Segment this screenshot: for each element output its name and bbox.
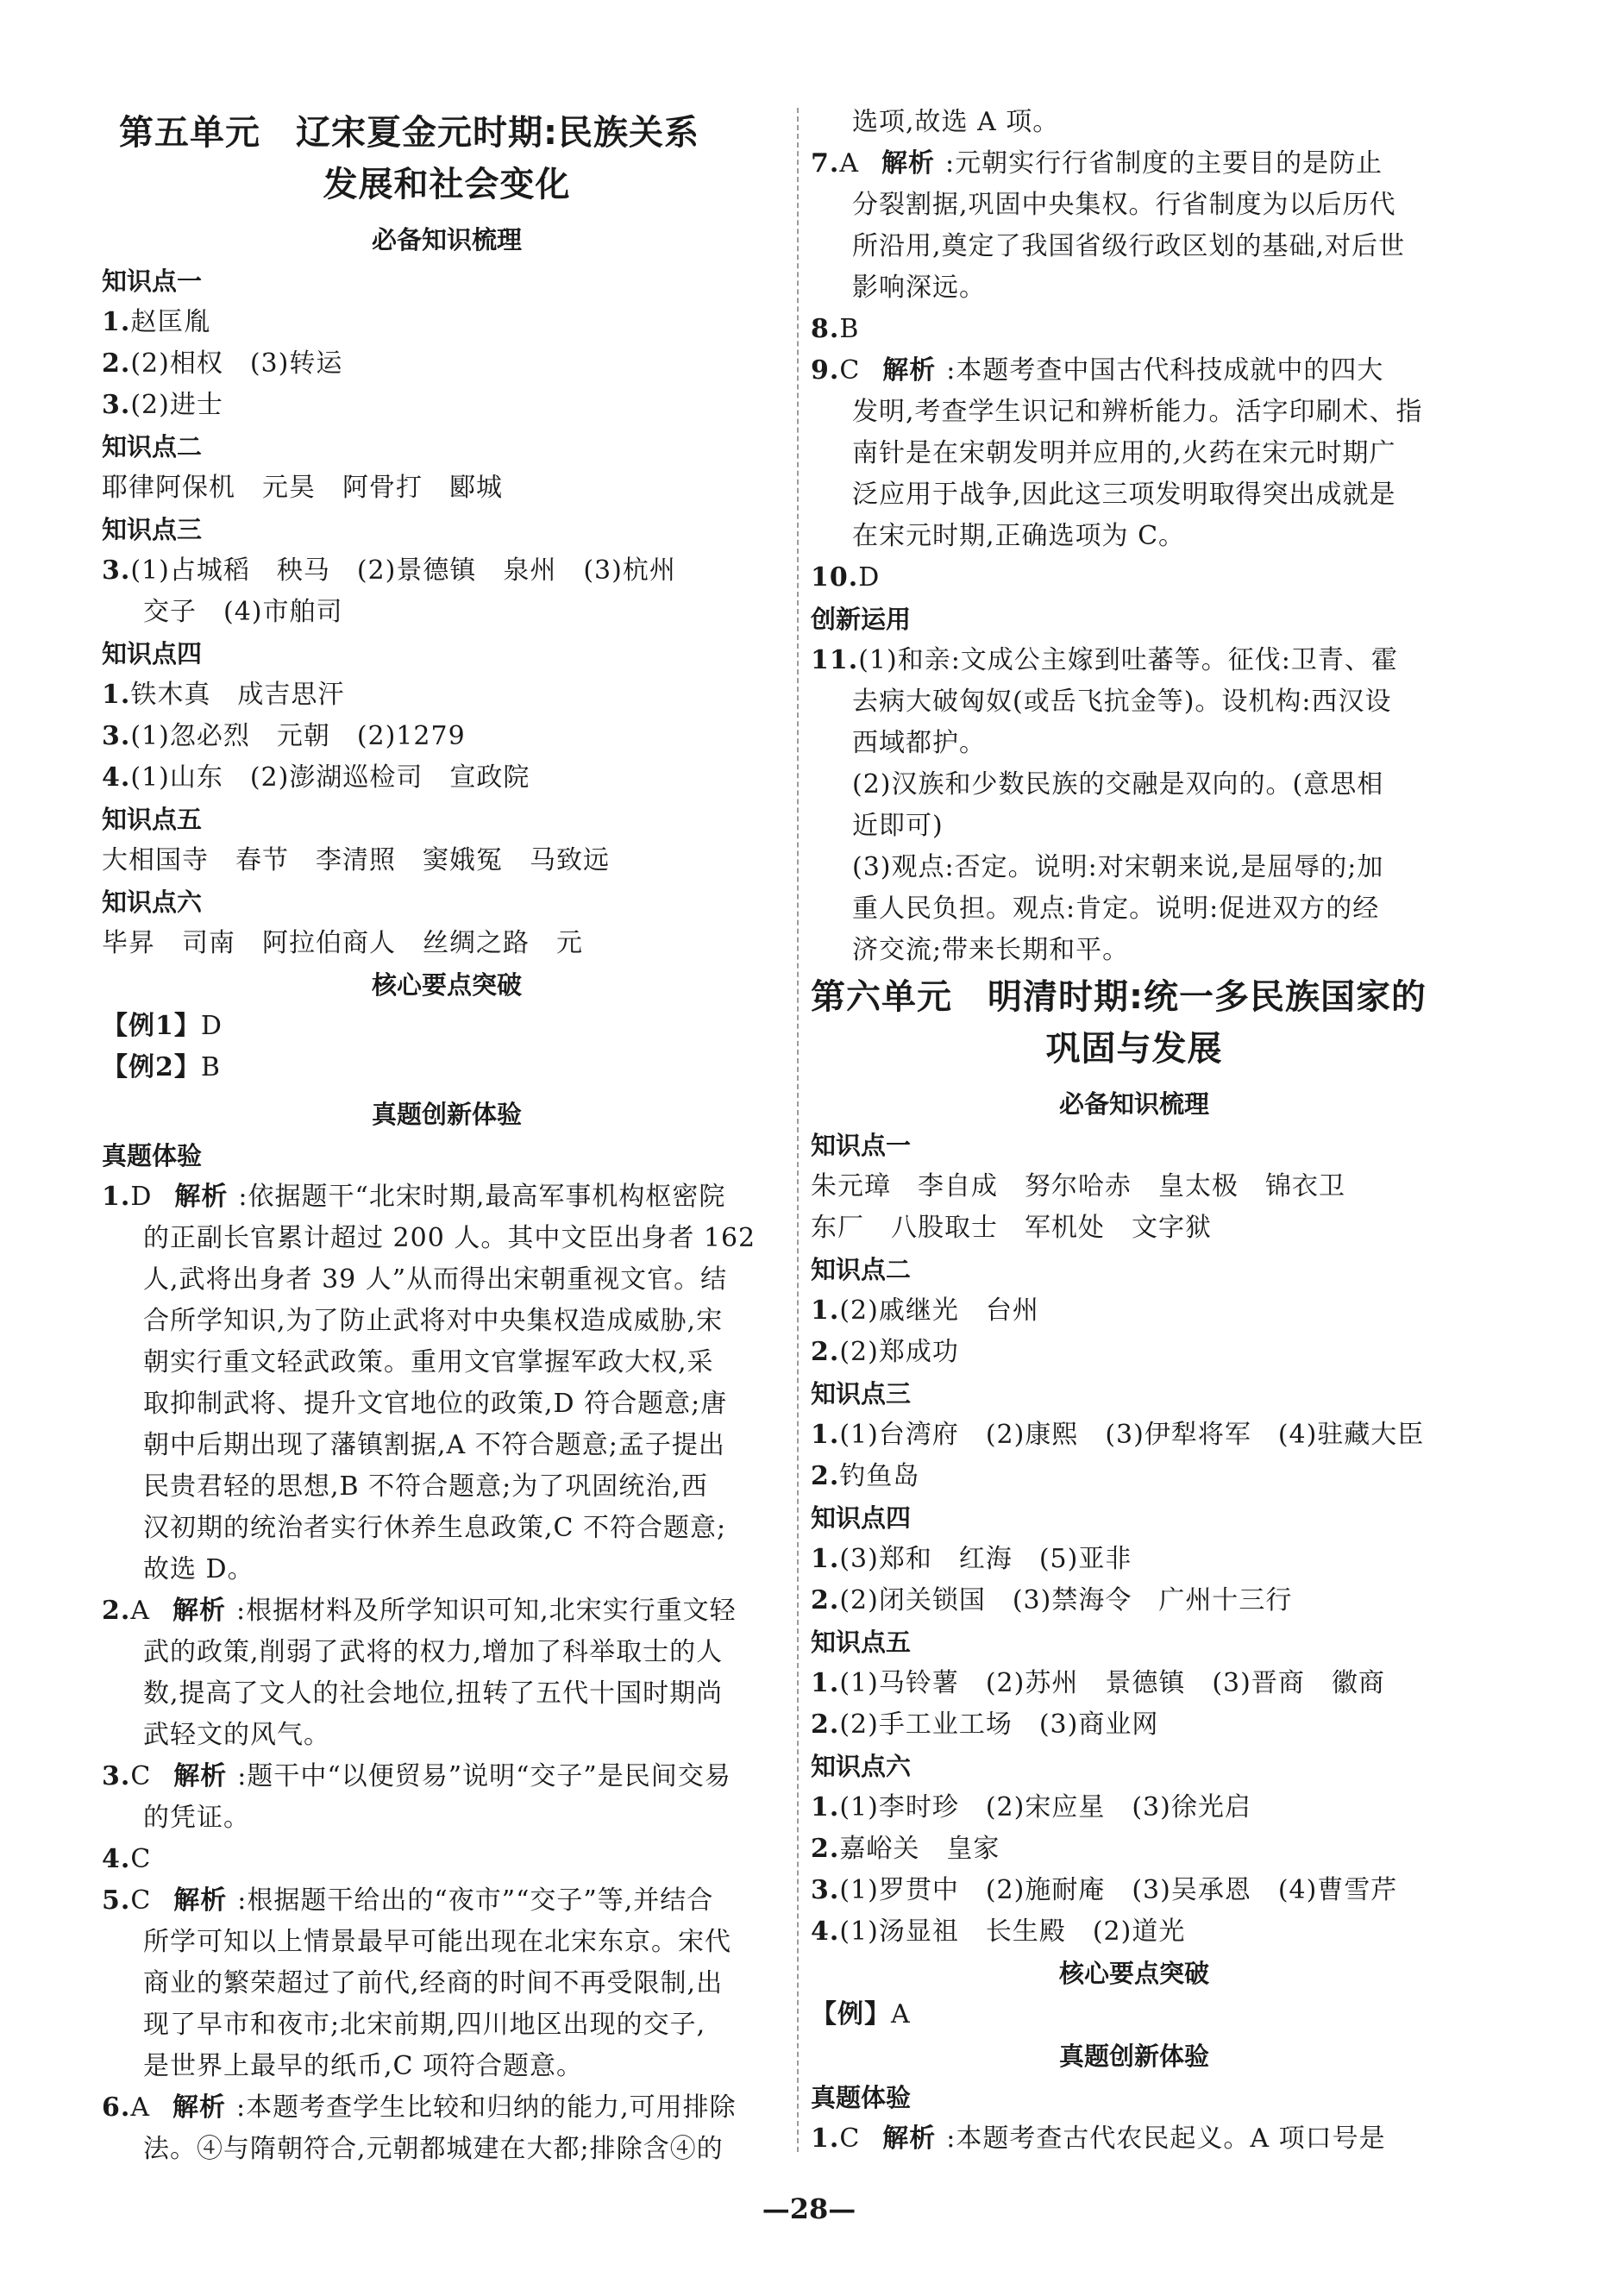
answer-line: 是世界上最早的纸币,C 项符合题意。 (143, 2051, 584, 2081)
knowledge-point-1: 知识点一 (811, 1131, 912, 1160)
answer-item: 2.A 解析 :根据材料及所学知识可知,北宋实行重文轻 (102, 1596, 737, 1626)
list-item: 东厂 八股取士 军机处 文字狱 (811, 1213, 1212, 1243)
knowledge-point-4: 知识点四 (811, 1503, 912, 1533)
answer-line: 泛应用于战争,因此这三项发明取得突出成就是 (852, 480, 1396, 510)
list-item: 1.赵匡胤 (102, 307, 211, 337)
section-heading-core: 核心要点突破 (371, 970, 522, 1000)
answer-item: 8.B (811, 314, 860, 344)
knowledge-point-5: 知识点五 (102, 805, 203, 834)
subheading-innovation: 创新运用 (811, 605, 912, 634)
answer-item: 9.C 解析 :本题考查中国古代科技成就中的四大 (811, 355, 1384, 386)
left-column (102, 107, 792, 2170)
answer-line: 分裂割据,巩固中央集权。行省制度为以后历代 (852, 190, 1396, 220)
section-heading-knowledge: 必备知识梳理 (371, 225, 522, 254)
answer-item: 7.A 解析 :元朝实行行省制度的主要目的是防止 (811, 148, 1383, 179)
answer-line: 南针是在宋朝发明并应用的,火药在宋元时期广 (852, 438, 1396, 468)
list-item: 2.(2)郑成功 (811, 1337, 959, 1367)
answer-line: 济交流;带来长期和平。 (852, 935, 1130, 965)
knowledge-point-2: 知识点二 (102, 432, 203, 461)
list-item: 2.(2)手工业工场 (3)商业网 (811, 1709, 1159, 1740)
list-item: 1.(1)李时珍 (2)宋应星 (3)徐光启 (811, 1792, 1251, 1822)
answer-line: 所沿用,奠定了我国省级行政区划的基础,对后世 (852, 231, 1406, 261)
knowledge-point-2: 知识点二 (811, 1255, 912, 1284)
knowledge-point-1: 知识点一 (102, 267, 203, 296)
list-item: 1.(1)马铃薯 (2)苏州 景德镇 (3)晋商 徽商 (811, 1668, 1385, 1698)
example-answer: 【例】A (811, 1999, 911, 2029)
list-item: 4.(1)汤显祖 长生殿 (2)道光 (811, 1916, 1186, 1947)
answer-item: 4.C (102, 1844, 152, 1874)
answer-line: 故选 D。 (143, 1554, 254, 1584)
knowledge-point-6: 知识点六 (102, 888, 203, 917)
answer-line: 朝实行重文轻武政策。重用文官掌握军政大权,采 (143, 1347, 714, 1377)
answer-line: 的凭证。 (143, 1803, 250, 1833)
list-item: 3.(2)进士 (102, 390, 223, 420)
section-heading-knowledge: 必备知识梳理 (1058, 1089, 1209, 1119)
list-item: 1.(3)郑和 红海 (5)亚非 (811, 1544, 1132, 1574)
knowledge-point-3: 知识点三 (811, 1379, 912, 1408)
answer-line: (2)汉族和少数民族的交融是双向的。(意思相 (852, 769, 1384, 800)
list-item: 2.嘉峪关 皇家 (811, 1834, 1000, 1864)
answer-item: 11.(1)和亲:文成公主嫁到吐蕃等。征伐:卫青、霍 (811, 645, 1398, 675)
unit6-title-line2: 巩固与发展 (1045, 1029, 1223, 1069)
answer-line: 人,武将出身者 39 人”从而得出宋朝重视文官。结 (143, 1264, 728, 1295)
answer-line: 取抑制武将、提升文官地位的政策,D 符合题意;唐 (143, 1389, 728, 1419)
list-item: 1.铁木真 成吉思汗 (102, 680, 345, 710)
section-heading-real: 真题创新体验 (1058, 2042, 1209, 2071)
right-column (811, 102, 1458, 2160)
page-number: —28— (762, 2192, 856, 2225)
answer-line: 武轻文的风气。 (143, 1720, 330, 1750)
list-item: 大相国寺 春节 李清照 窦娥冤 马致远 (102, 845, 610, 875)
subheading-real: 真题体验 (811, 2083, 912, 2112)
answer-line: 法。④与隋朝符合,元朝都城建在大都;排除含④的 (143, 2134, 724, 2164)
answer-line: 发明,考查学生识记和辨析能力。活字印刷术、指 (852, 397, 1423, 427)
answer-item: 10.D (811, 562, 881, 593)
answer-line: 汉初期的统治者实行休养生息政策,C 不符合题意; (143, 1513, 727, 1543)
answer-line: 武的政策,削弱了武将的权力,增加了科举取士的人 (143, 1637, 724, 1667)
list-item: 2.钓鱼岛 (811, 1461, 920, 1491)
list-item: 3.(1)罗贯中 (2)施耐庵 (3)吴承恩 (4)曹雪芹 (811, 1875, 1398, 1905)
answer-line: 近即可) (852, 811, 944, 841)
answer-line: (3)观点:否定。说明:对宋朝来说,是屈辱的;加 (852, 852, 1384, 882)
knowledge-point-3: 知识点三 (102, 515, 203, 544)
answer-line: 重人民负担。观点:肯定。说明:促进双方的经 (852, 894, 1380, 924)
subheading-real: 真题体验 (102, 1141, 203, 1170)
answer-line: 西域都护。 (852, 728, 986, 758)
answer-item: 6.A 解析 :本题考查学生比较和归纳的能力,可用排除 (102, 2092, 737, 2123)
answer-line: 现了早市和夜市;北宋前期,四川地区出现的交子, (143, 2010, 706, 2040)
answer-line: 在宋元时期,正确选项为 C。 (852, 521, 1186, 551)
knowledge-point-5: 知识点五 (811, 1628, 912, 1657)
answer-line: 所学可知以上情景最早可能出现在北宋东京。宋代 (143, 1927, 731, 1957)
column-divider (797, 108, 799, 2152)
list-item: 朱元璋 李自成 努尔哈赤 皇太极 锦衣卫 (811, 1171, 1345, 1201)
example-answer: 【例2】B (102, 1052, 221, 1082)
list-item: 毕昇 司南 阿拉伯商人 丝绸之路 元 (102, 928, 583, 958)
answer-item: 5.C 解析 :根据题干给出的“夜市”“交子”等,并结合 (102, 1885, 714, 1916)
knowledge-point-6: 知识点六 (811, 1752, 912, 1781)
example-answer: 【例1】D (102, 1011, 223, 1041)
knowledge-point-4: 知识点四 (102, 639, 203, 668)
answer-line: 选项,故选 A 项。 (852, 107, 1060, 137)
answer-line: 合所学知识,为了防止武将对中央集权造成威胁,宋 (143, 1306, 724, 1336)
answer-line: 朝中后期出现了藩镇割据,A 不符合题意;孟子提出 (143, 1430, 725, 1460)
unit5-title-line2: 发展和社会变化 (323, 165, 571, 204)
answer-item: 1.C 解析 :本题考查古代农民起义。A 项口号是 (811, 2123, 1386, 2154)
list-item: 3.(1)占城稻 秧马 (2)景德镇 泉州 (3)杭州 (102, 555, 676, 586)
answer-line: 去病大破匈奴(或岳飞抗金等)。设机构:西汉设 (852, 687, 1392, 717)
list-item: 2.(2)闭关锁国 (3)禁海令 广州十三行 (811, 1585, 1293, 1615)
list-item: 耶律阿保机 元昊 阿骨打 郾城 (102, 473, 503, 503)
answer-line: 民贵君轻的思想,B 不符合题意;为了巩固统治,西 (143, 1471, 708, 1502)
section-heading-core: 核心要点突破 (1058, 1959, 1209, 1988)
list-item-continued: 交子 (4)市舶司 (143, 597, 343, 627)
answer-line: 的正副长官累计超过 200 人。其中文臣出身者 162 (143, 1223, 756, 1253)
list-item: 2.(2)相权 (3)转运 (102, 348, 343, 379)
answer-item: 3.C 解析 :题干中“以便贸易”说明“交子”是民间交易 (102, 1761, 731, 1791)
answer-line: 影响深远。 (852, 273, 986, 303)
answer-line: 数,提高了文人的社会地位,扭转了五代十国时期尚 (143, 1678, 724, 1709)
unit6-title-line1: 第六单元 明清时期:统一多民族国家的 (811, 977, 1427, 1017)
list-item: 4.(1)山东 (2)澎湖巡检司 宣政院 (102, 762, 530, 793)
list-item: 1.(1)台湾府 (2)康熙 (3)伊犁将军 (4)驻藏大臣 (811, 1420, 1425, 1450)
answer-item: 1.D 解析 :依据题干“北宋时期,最高军事机构枢密院 (102, 1182, 726, 1212)
list-item: 1.(2)戚继光 台州 (811, 1295, 1039, 1326)
list-item: 3.(1)忽必烈 元朝 (2)1279 (102, 721, 466, 751)
answer-line: 商业的繁荣超过了前代,经商的时间不再受限制,出 (143, 1968, 724, 1998)
section-heading-real: 真题创新体验 (371, 1100, 522, 1129)
unit5-title-line1: 第五单元 辽宋夏金元时期:民族关系 (119, 113, 699, 153)
